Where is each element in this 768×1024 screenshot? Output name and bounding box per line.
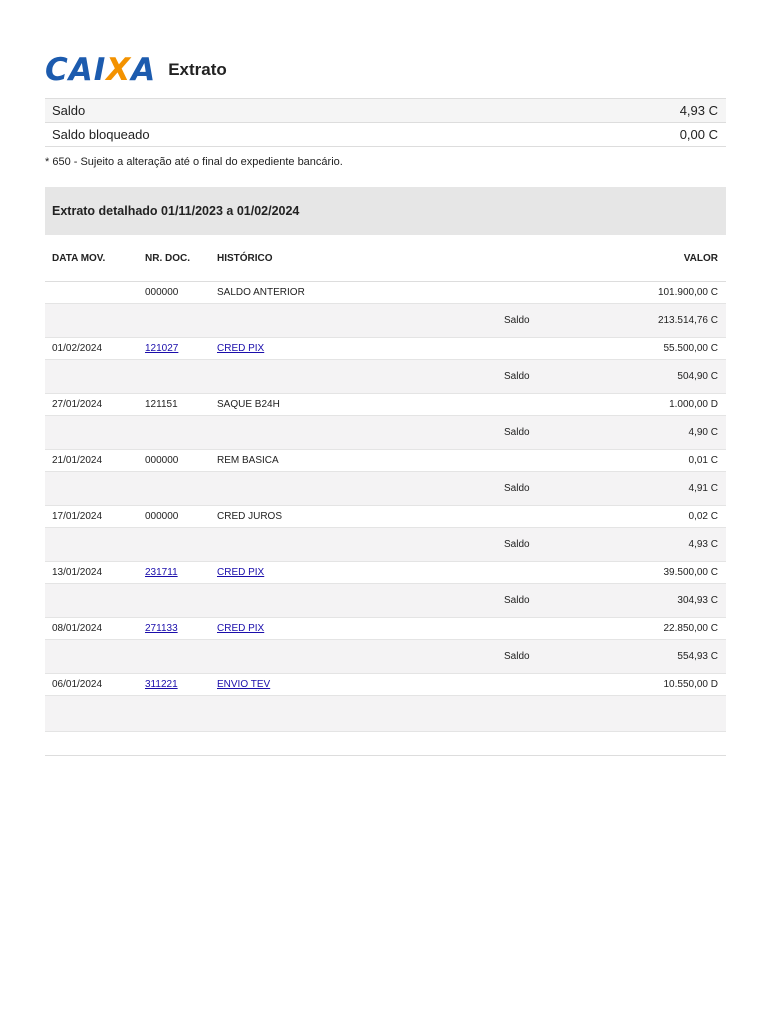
doc-number-link[interactable]: 121027 [145, 343, 179, 354]
history-link[interactable]: CRED PIX [217, 343, 265, 354]
table-header [45, 235, 726, 282]
cell-history: SAQUE B24H [217, 399, 280, 410]
column-header-doc: NR. DOC. [145, 252, 190, 264]
history-link[interactable]: CRED PIX [217, 567, 265, 578]
cell-date: 17/01/2024 [52, 511, 103, 522]
balance-summary [45, 98, 726, 147]
balance-label: Saldo [504, 595, 530, 606]
empty-row [45, 696, 726, 732]
balance-value: 213.514,76 C [657, 315, 718, 326]
balance-row [45, 584, 726, 618]
balance-row [45, 528, 726, 562]
balance-label: Saldo [504, 315, 530, 326]
summary-row-saldo-bloqueado [45, 122, 726, 147]
table-row [45, 562, 726, 584]
footnote: * 650 - Sujeito a alteração até o final do expediente bancário. [45, 156, 343, 168]
page-title: Extrato [168, 60, 227, 79]
table-body [45, 282, 726, 732]
cell-value: 0,02 C [688, 511, 718, 522]
cell-history [217, 343, 504, 354]
doc-number-link[interactable]: 311221 [145, 679, 178, 690]
balance-row [45, 416, 726, 450]
cell-doc [145, 623, 217, 634]
column-header-date: DATA MOV. [52, 252, 106, 264]
cell-value: 101.900,00 C [657, 287, 718, 298]
cell-history [217, 623, 504, 634]
balance-value: 4,91 C [688, 483, 718, 494]
cell-value: 1.000,00 D [669, 399, 718, 410]
table-row [45, 338, 726, 360]
cell-history: REM BASICA [217, 455, 279, 466]
cell-date: 01/02/2024 [52, 343, 103, 354]
balance-label: Saldo [504, 651, 530, 662]
balance-value: 4,90 C [688, 427, 718, 438]
table-row [45, 394, 726, 416]
summary-row-saldo [45, 98, 726, 122]
cell-value: 0,01 C [688, 455, 718, 466]
cell-doc: 000000 [145, 511, 179, 522]
table-row [45, 618, 726, 640]
cell-date: 27/01/2024 [52, 399, 103, 410]
history-link[interactable]: CRED PIX [217, 623, 265, 634]
cell-doc: 121151 [145, 399, 178, 410]
cell-history [217, 679, 504, 690]
balance-value: 304,93 C [677, 595, 718, 606]
statement-table [45, 187, 726, 732]
summary-label: Saldo bloqueado [52, 127, 150, 142]
cell-history: CRED JUROS [217, 511, 283, 522]
cell-date: 08/01/2024 [52, 623, 103, 634]
cell-value: 10.550,00 D [663, 679, 718, 690]
cell-doc: 000000 [145, 455, 179, 466]
table-row [45, 282, 726, 304]
cell-doc: 000000 [145, 287, 179, 298]
page-header [45, 50, 227, 90]
balance-row [45, 640, 726, 674]
statement-title: Extrato detalhado 01/11/2023 a 01/02/2024 [45, 187, 726, 235]
summary-value: 4,93 C [679, 103, 718, 118]
cell-value: 39.500,00 C [663, 567, 718, 578]
balance-value: 554,93 C [677, 651, 718, 662]
table-row [45, 674, 726, 696]
balance-row [45, 304, 726, 338]
table-row [45, 450, 726, 472]
cell-doc [145, 679, 217, 690]
summary-label: Saldo [52, 103, 86, 118]
history-link[interactable]: ENVIO TEV [217, 679, 271, 690]
cell-value: 55.500,00 C [663, 343, 718, 354]
cell-date: 13/01/2024 [52, 567, 103, 578]
cell-history: SALDO ANTERIOR [217, 287, 305, 298]
balance-value: 4,93 C [688, 539, 718, 550]
column-header-history: HISTÓRICO [217, 252, 273, 264]
balance-label: Saldo [504, 371, 530, 382]
cell-doc [145, 343, 217, 354]
cell-date: 21/01/2024 [52, 455, 103, 466]
summary-value: 0,00 C [679, 127, 718, 142]
caixa-logo [45, 51, 157, 88]
cell-history [217, 567, 504, 578]
divider [45, 755, 726, 756]
balance-value: 504,90 C [677, 371, 718, 382]
balance-row [45, 360, 726, 394]
cell-value: 22.850,00 C [663, 623, 718, 634]
balance-label: Saldo [504, 539, 530, 550]
doc-number-link[interactable]: 231711 [145, 567, 178, 578]
balance-label: Saldo [504, 427, 530, 438]
cell-doc [145, 567, 217, 578]
doc-number-link[interactable]: 271133 [145, 623, 178, 634]
balance-row [45, 472, 726, 506]
balance-label: Saldo [504, 483, 530, 494]
table-row [45, 506, 726, 528]
logo-wordmark: CAIXA [45, 51, 157, 88]
cell-date: 06/01/2024 [52, 679, 103, 690]
column-header-value: VALOR [683, 252, 718, 264]
